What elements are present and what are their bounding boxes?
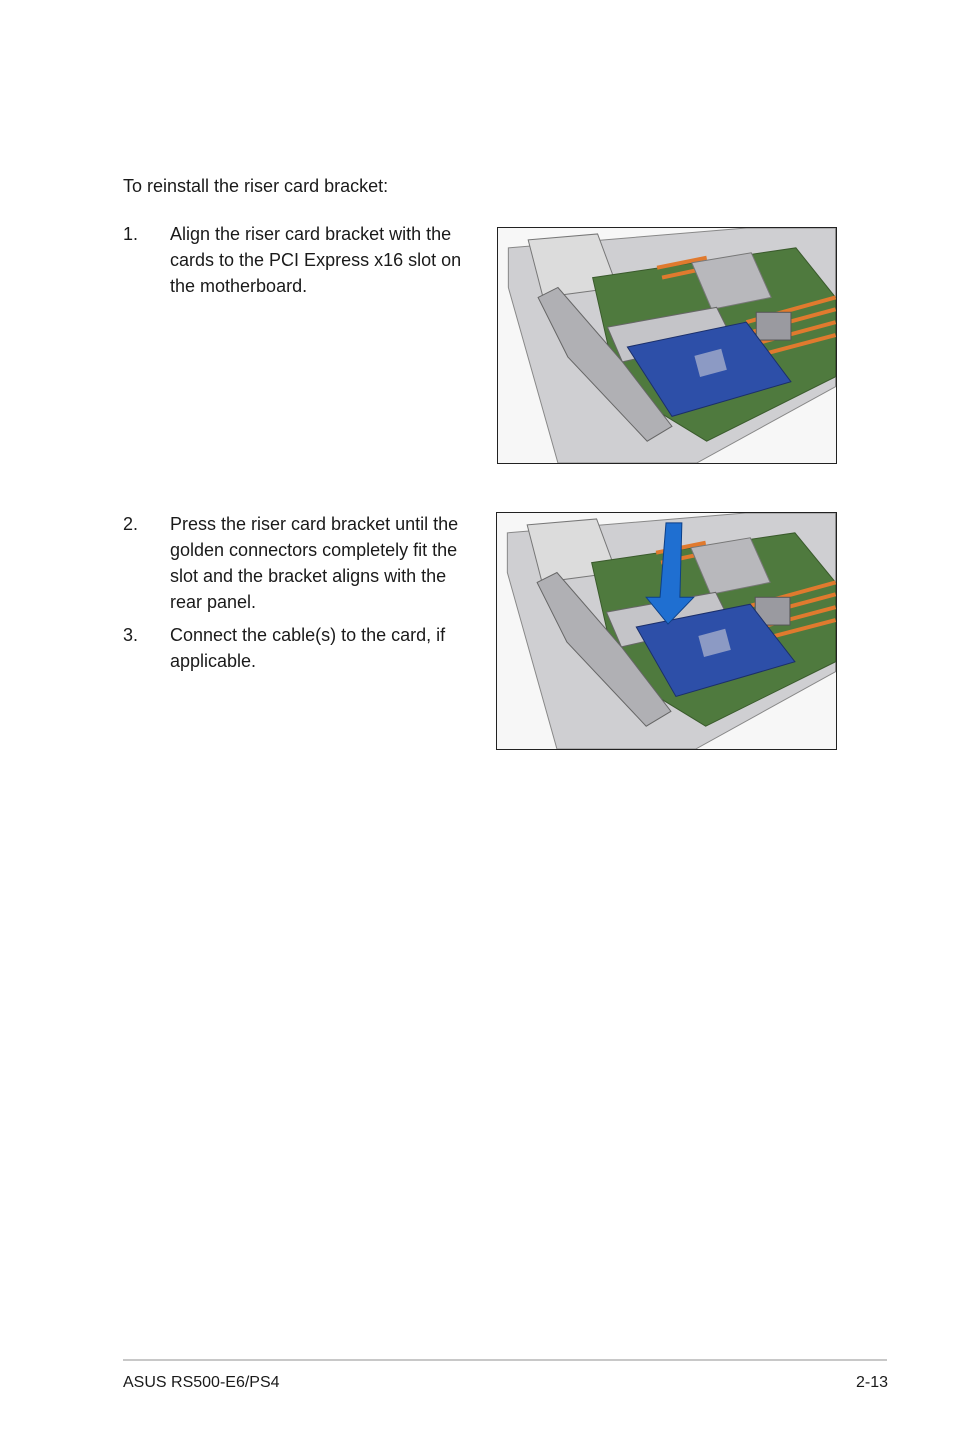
footer-divider [123,1359,887,1361]
intro-text: To reinstall the riser card bracket: [123,176,389,196]
step-text: Connect the cable(s) to the card, if applicable. [170,625,446,671]
figure-align-riser-bracket [497,227,837,464]
step-1 [123,221,480,299]
step-number: 2. [123,514,139,534]
step-text: Align the riser card bracket with the cards to the PCI Express x16 slot on the motherboard. [170,224,462,296]
footer-product-name: ASUS RS500-E6/PS4 [123,1374,280,1391]
step-2 [123,511,480,615]
step-text: Press the riser card bracket until the golden connectors completely fit the slot and the bracket aligns with the rear panel. [170,514,459,612]
server-chassis-illustration [497,513,836,749]
server-chassis-illustration [498,228,836,463]
figure-press-riser-bracket [496,512,837,750]
step-number: 3. [123,625,139,645]
footer-page-number: 2-13 [855,1374,888,1391]
step-3 [123,622,480,674]
step-number: 1. [123,224,139,244]
